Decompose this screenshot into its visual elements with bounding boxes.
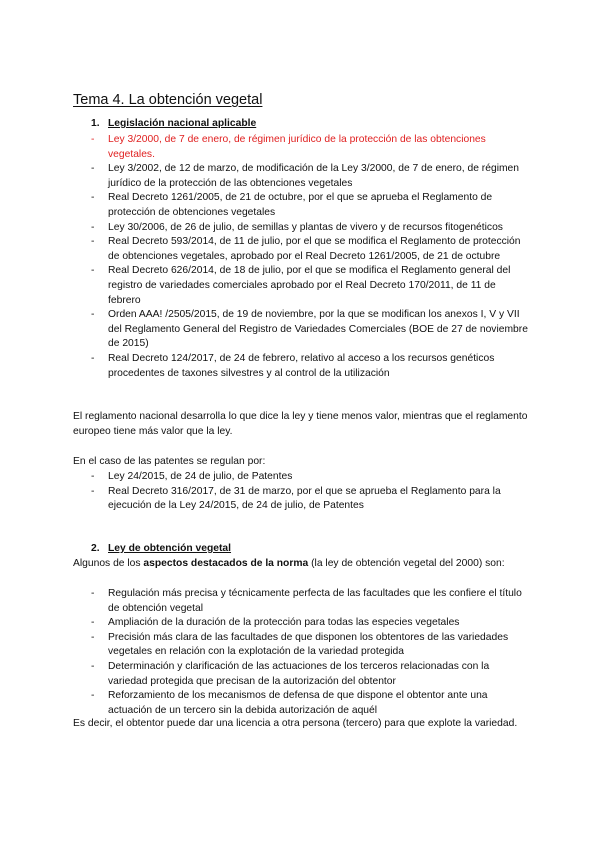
intro-prefix: Algunos de los [73, 558, 144, 569]
page-title: Tema 4. La obtención vegetal [73, 92, 263, 108]
patents-intro: En el caso de las patentes se regulan por: [73, 456, 266, 467]
legislation-item: - Ley 30/2006, de 26 de julio, de semillas y plantas de vivero y de recursos fitogenéticos [91, 221, 531, 236]
legislation-list [91, 133, 531, 381]
legislation-item: - Ley 3/2002, de 12 de marzo, de modificación de la Ley 3/2000, de 7 de enero, de régimen jurídico de la protección de las obtenciones vegetales [91, 162, 531, 191]
section-2-heading [91, 543, 231, 554]
regulation-note: El reglamento nacional desarrolla lo que dice la ley y tiene menos valor, mientras que el reglamento europeo tiene más valor que la ley. [73, 411, 528, 437]
legislation-item: - Real Decreto 124/2017, de 24 de febrero, relativo al acceso a los recursos genéticos procedentes de taxones silvestres y al control de la utilización [91, 352, 531, 381]
aspect-item: - Determinación y clarificación de las actuaciones de los terceros relacionadas con la variedad protegida que precisan de la autorización del obtentor [91, 660, 531, 689]
aspect-item: - Reforzamiento de los mecanismos de defensa de que dispone el obtentor ante una actuación de un tercero sin la debida autorización de aquél [91, 689, 531, 718]
legislation-item: - Real Decreto 593/2014, de 11 de julio, por el que se modifica el Reglamento de protección de obtenciones vegetales, aprobado por el Real Decreto 1261/2005, de 21 de octubre [91, 235, 531, 264]
section-2-intro [73, 557, 533, 572]
patent-item: - Ley 24/2015, de 24 de julio, de Patentes [91, 470, 531, 485]
closing-paragraph: Es decir, el obtentor puede dar una licencia a otra persona (tercero) para que explote la variedad. [73, 718, 518, 729]
legislation-item: - Ley 3/2000, de 7 de enero, de régimen jurídico de la protección de las obtenciones vegetales. [91, 133, 531, 162]
legislation-item: - Orden AAA! /2505/2015, de 19 de noviembre, por la que se modifican los anexos I, V y VII del Reglamento General del Registro de Variedades Comerciales (BOE de 27 de noviembre de 2015) [91, 308, 531, 352]
section-1-label: Legislación nacional aplicable [108, 118, 257, 129]
section-1-number: 1. [91, 118, 100, 129]
patent-item: - Real Decreto 316/2017, de 31 de marzo, por el que se aprueba el Reglamento para la ejecución de la Ley 24/2015, de 24 de julio, de Patentes [91, 485, 531, 514]
aspects-list [91, 587, 531, 718]
intro-suffix: (la ley de obtención vegetal del 2000) son: [308, 558, 505, 569]
section-2-number: 2. [91, 543, 100, 554]
legislation-item: - Real Decreto 626/2014, de 18 de julio, por el que se modifica el Reglamento general del registro de variedades comerciales aprobado por el Real Decreto 170/2011, de 11 de febrero [91, 264, 531, 308]
patents-list [91, 470, 531, 514]
section-1-heading [91, 118, 256, 129]
section-2-label: Ley de obtención vegetal [108, 543, 232, 554]
aspect-item: - Ampliación de la duración de la protección para todas las especies vegetales [91, 616, 531, 631]
legislation-item: - Real Decreto 1261/2005, de 21 de octubre, por el que se aprueba el Reglamento de protección de obtenciones vegetales [91, 191, 531, 220]
aspect-item: - Precisión más clara de las facultades de que disponen los obtentores de las variedades vegetales en relación con la explotación de la variedad protegida [91, 631, 531, 660]
aspect-item: - Regulación más precisa y técnicamente perfecta de las facultades que les confiere el título de obtención vegetal [91, 587, 531, 616]
intro-bold: aspectos destacados de la norma [143, 558, 309, 569]
